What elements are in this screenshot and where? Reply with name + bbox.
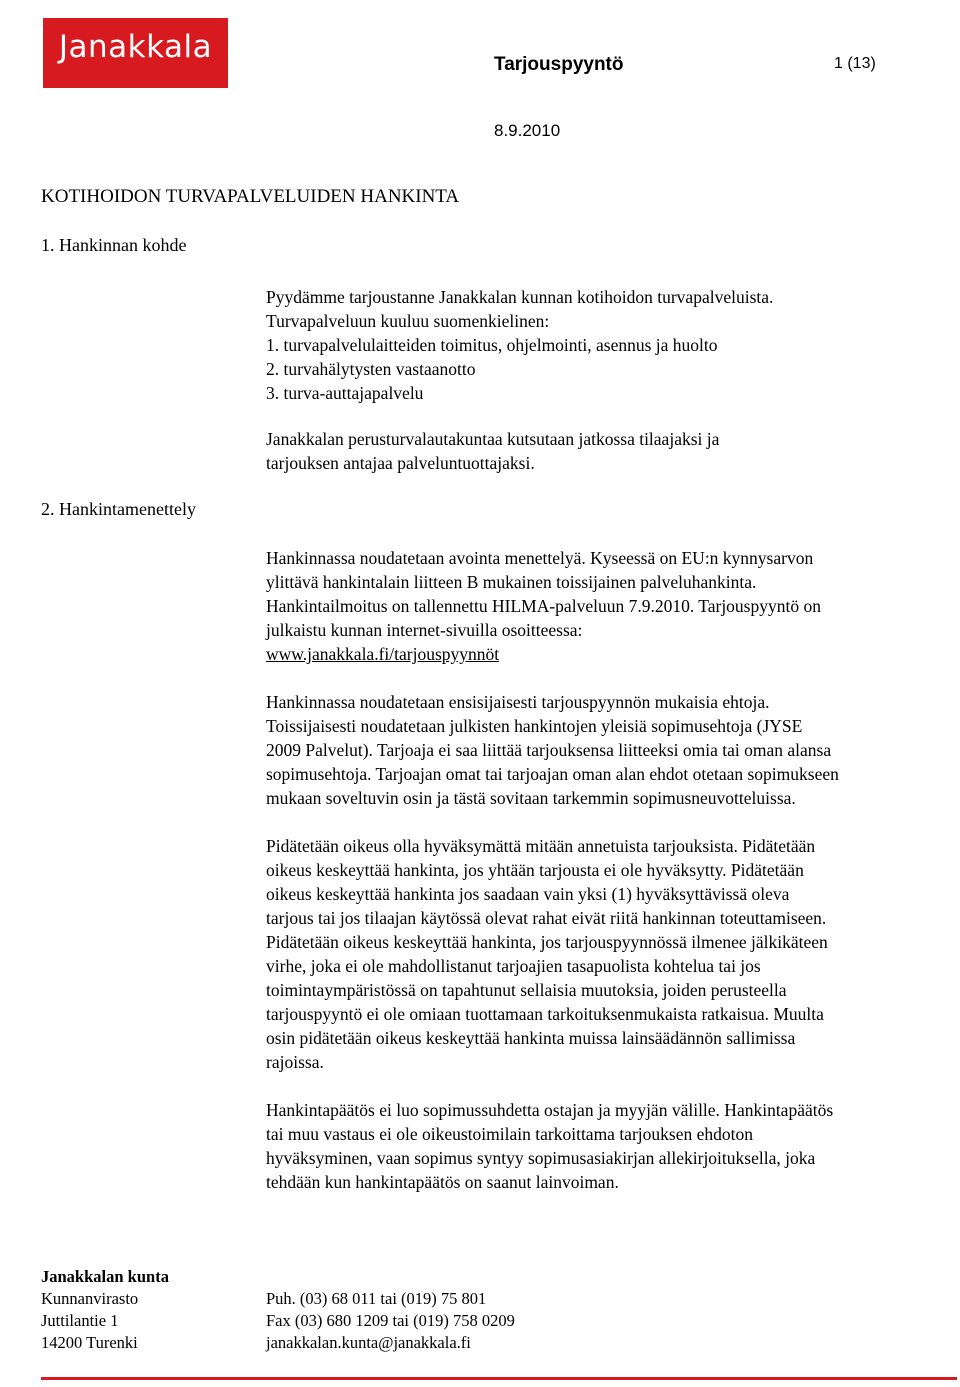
footer-phone: Puh. (03) 68 011 tai (019) 75 801 [266,1289,487,1308]
main-title: KOTIHOIDON TURVAPALVELUIDEN HANKINTA [41,186,460,207]
text-line: tai muu vastaus ei ole oikeustoimilain tarkoittama tarjouksen ehdoton [266,1124,753,1144]
section1-paragraph-2 [266,427,956,475]
text-line: sopimusehtoja. Tarjoajan omat tai tarjoajan oman alan ehdot otetaan sopimukseen [266,764,839,784]
footer-address-line: Kunnanvirasto [41,1289,139,1308]
text-line: tarjouksen antajaa palveluntuottajaksi. [266,453,535,473]
text-line: Hankintailmoitus on tallennettu HILMA-palveluun 7.9.2010. Tarjouspyyntö on [266,596,821,616]
footer-email[interactable]: janakkalan.kunta@janakkala.fi [266,1333,471,1352]
page-number: 1 (13) [834,55,876,72]
logo-text: Janakkala [58,29,213,65]
text-line: tehdään kun hankintapäätös on saanut lainvoiman. [266,1172,619,1192]
footer-divider [41,1377,957,1380]
footer-address-line: 14200 Turenki [41,1333,138,1352]
text-line: oikeus keskeyttää hankinta jos saadaan vain yksi (1) hyväksyttävissä oleva [266,884,790,904]
section2-paragraph-4 [266,1098,956,1194]
text-line: Hankinnassa noudatetaan avointa menettelyä. Kyseessä on EU:n kynnysarvon [266,548,814,568]
text-line: Hankintapäätös ei luo sopimussuhdetta ostajan ja myyjän välille. Hankintapäätös [266,1100,834,1120]
text-line: Pyydämme tarjoustanne Janakkalan kunnan kotihoidon turvapalveluista. [266,287,774,307]
tarjouspyynnot-link[interactable]: www.janakkala.fi/tarjouspyynnöt [266,644,500,664]
text-line: hyväksyminen, vaan sopimus syntyy sopimusasiakirjan allekirjoituksella, joka [266,1148,816,1168]
section1-paragraph-1 [266,285,956,405]
text-line: Pidätetään oikeus keskeyttää hankinta, jos tarjouspyynnössä ilmenee jälkikäteen [266,932,828,952]
list-item: 2. turvahälytysten vastaanotto [266,359,476,379]
section2-paragraph-1 [266,546,956,666]
text-line: tarjous tai jos tilaajan käytössä olevat rahat eivät riitä hankinnan toteuttamiseen. [266,908,827,928]
text-line: oikeus keskeyttää hankinta, jos yhtään tarjousta ei ole hyväksytty. Pidätetään [266,860,804,880]
section-heading-hankintamenettely: 2. Hankintamenettely [41,499,196,519]
section2-paragraph-3 [266,834,956,1074]
footer-contact [266,1288,515,1354]
text-line: Turvapalveluun kuuluu suomenkielinen: [266,311,550,331]
text-line: ylittävä hankintalain liitteen B mukainen toissijainen palveluhankinta. [266,572,757,592]
janakkala-logo [43,18,228,88]
document-date: 8.9.2010 [494,121,561,140]
text-line: 2009 Palvelut). Tarjoaja ei saa liittää tarjouksensa liitteeksi omia tai oman alansa [266,740,832,760]
document-title: Tarjouspyyntö [494,54,624,75]
text-line: virhe, joka ei ole mahdollistanut tarjoajien tasapuolista kohtelua tai jos [266,956,761,976]
text-line: rajoissa. [266,1052,324,1072]
list-item: 1. turvapalvelulaitteiden toimitus, ohjelmointi, asennus ja huolto [266,335,718,355]
section2-paragraph-2 [266,690,956,810]
text-line: Pidätetään oikeus olla hyväksymättä mitään annetuista tarjouksista. Pidätetään [266,836,816,856]
text-line: Hankinnassa noudatetaan ensisijaisesti tarjouspyynnön mukaisia ehtoja. [266,692,770,712]
text-line: julkaistu kunnan internet-sivuilla osoitteessa: [266,620,583,640]
text-line: osin pidätetään oikeus keskeyttää hankinta muissa lainsäädännön sallimissa [266,1028,796,1048]
text-line: Toissijaisesti noudatetaan julkisten hankintojen yleisiä sopimusehtoja (JYSE [266,716,803,736]
section-heading-hankinnan-kohde: 1. Hankinnan kohde [41,235,187,255]
list-item: 3. turva-auttajapalvelu [266,383,424,403]
footer-fax: Fax (03) 680 1209 tai (019) 758 0209 [266,1311,515,1330]
text-line: Janakkalan perusturvalautakuntaa kutsutaan jatkossa tilaajaksi ja [266,429,720,449]
text-line: mukaan soveltuvin osin ja tästä sovitaan tarkemmin sopimusneuvotteluissa. [266,788,796,808]
text-line: toimintaympäristössä on tapahtunut sellaisia muutoksia, joiden perusteella [266,980,787,1000]
footer-address-line: Juttilantie 1 [41,1311,119,1330]
footer-address [41,1266,169,1354]
text-line: tarjouspyyntö ei ole omiaan tuottamaan tarkoituksenmukaista ratkaisua. Muulta [266,1004,824,1024]
footer-org-name: Janakkalan kunta [41,1267,169,1286]
